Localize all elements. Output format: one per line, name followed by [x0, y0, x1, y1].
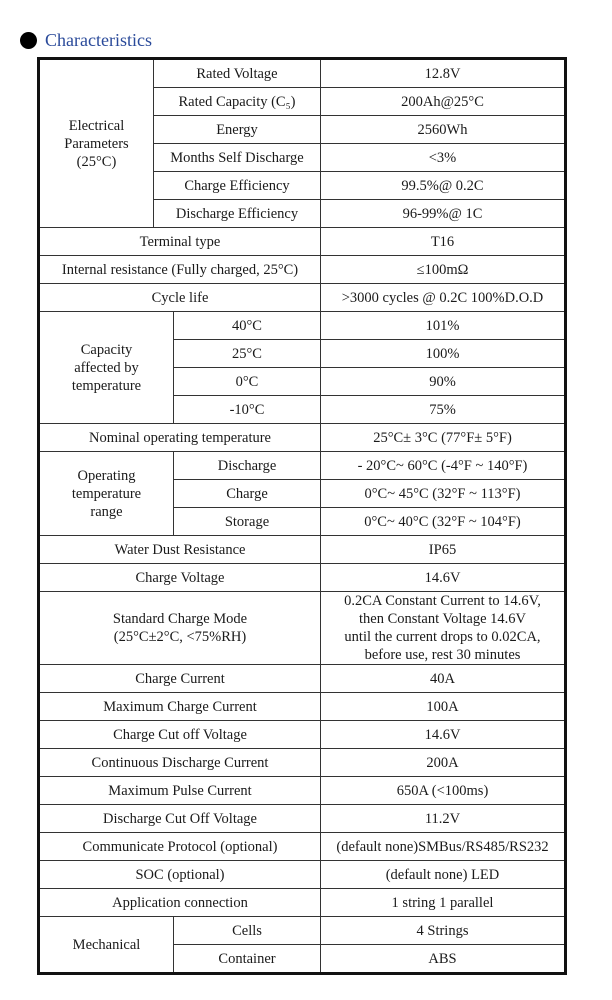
parameter-label: Months Self Discharge: [154, 144, 321, 172]
table-row: [39, 564, 566, 592]
parameter-label: Rated Voltage: [154, 59, 321, 88]
parameter-label: Storage: [174, 508, 321, 536]
parameter-label: Water Dust Resistance: [39, 536, 321, 564]
table-row: [39, 777, 566, 805]
table-row: [39, 861, 566, 889]
parameter-value: 40A: [321, 665, 566, 693]
table-row: [39, 665, 566, 693]
parameter-label: Maximum Pulse Current: [39, 777, 321, 805]
parameter-label: Application connection: [39, 889, 321, 917]
table-row: [39, 805, 566, 833]
parameter-value: (default none)SMBus/RS485/RS232: [321, 833, 566, 861]
parameter-label: Discharge Cut Off Voltage: [39, 805, 321, 833]
section-heading: [20, 30, 152, 51]
parameter-label: Charge Voltage: [39, 564, 321, 592]
parameter-value: 2560Wh: [321, 116, 566, 144]
parameter-label: Charge: [174, 480, 321, 508]
parameter-label: -10°C: [174, 396, 321, 424]
parameter-value: - 20°C~ 60°C (-4°F ~ 140°F): [321, 452, 566, 480]
parameter-value: 100A: [321, 693, 566, 721]
group-label: Electrical Parameters (25°C): [39, 59, 154, 228]
parameter-label: Charge Current: [39, 665, 321, 693]
table-row: [39, 749, 566, 777]
parameter-value: 14.6V: [321, 564, 566, 592]
parameter-value: 0.2CA Constant Current to 14.6V, then Constant Voltage 14.6V until the current drops to 0.02CA, before use, rest 30 minutes: [321, 592, 566, 665]
parameter-value: 1 string 1 parallel: [321, 889, 566, 917]
parameter-label: Standard Charge Mode (25°C±2°C, <75%RH): [39, 592, 321, 665]
table-row: [39, 536, 566, 564]
parameter-value: 650A (<100ms): [321, 777, 566, 805]
parameter-value: 12.8V: [321, 59, 566, 88]
parameter-value: ABS: [321, 945, 566, 974]
table-row: [39, 424, 566, 452]
table-row: [39, 452, 566, 480]
group-label: Operating temperature range: [39, 452, 174, 536]
parameter-label: Container: [174, 945, 321, 974]
parameter-value: 100%: [321, 340, 566, 368]
table-row: [39, 228, 566, 256]
parameter-label: 25°C: [174, 340, 321, 368]
parameter-label: Communicate Protocol (optional): [39, 833, 321, 861]
parameter-label: Charge Cut off Voltage: [39, 721, 321, 749]
parameter-value: 0°C~ 40°C (32°F ~ 104°F): [321, 508, 566, 536]
parameter-label: Discharge: [174, 452, 321, 480]
table-row: [39, 833, 566, 861]
parameter-value: IP65: [321, 536, 566, 564]
parameter-label: Maximum Charge Current: [39, 693, 321, 721]
characteristics-table: [37, 57, 567, 975]
parameter-value: 99.5%@ 0.2C: [321, 172, 566, 200]
table-row: [39, 312, 566, 340]
parameter-label: Charge Efficiency: [154, 172, 321, 200]
parameter-value: 200Ah@25°C: [321, 88, 566, 116]
parameter-value: 25°C± 3°C (77°F± 5°F): [321, 424, 566, 452]
parameter-value: (default none) LED: [321, 861, 566, 889]
parameter-value: 0°C~ 45°C (32°F ~ 113°F): [321, 480, 566, 508]
parameter-label: Rated Capacity (C₅): [154, 88, 321, 116]
parameter-value: >3000 cycles @ 0.2C 100%D.O.D: [321, 284, 566, 312]
table-row: [39, 592, 566, 665]
parameter-label: Terminal type: [39, 228, 321, 256]
parameter-label: Cells: [174, 917, 321, 945]
group-label: Capacity affected by temperature: [39, 312, 174, 424]
parameter-value: 101%: [321, 312, 566, 340]
parameter-value: <3%: [321, 144, 566, 172]
table-row: [39, 917, 566, 945]
table-row: [39, 256, 566, 284]
parameter-label: Cycle life: [39, 284, 321, 312]
group-label: Mechanical: [39, 917, 174, 974]
table-row: [39, 889, 566, 917]
parameter-label: 0°C: [174, 368, 321, 396]
parameter-value: 75%: [321, 396, 566, 424]
section-title: Characteristics: [45, 30, 152, 50]
parameter-value: T16: [321, 228, 566, 256]
parameter-label: Nominal operating temperature: [39, 424, 321, 452]
parameter-label: SOC (optional): [39, 861, 321, 889]
parameter-label: Energy: [154, 116, 321, 144]
bullet-icon: [20, 32, 37, 49]
parameter-value: 14.6V: [321, 721, 566, 749]
parameter-value: 200A: [321, 749, 566, 777]
parameter-label: 40°C: [174, 312, 321, 340]
parameter-value: 96-99%@ 1C: [321, 200, 566, 228]
parameter-value: 4 Strings: [321, 917, 566, 945]
parameter-value: ≤100mΩ: [321, 256, 566, 284]
table-row: [39, 59, 566, 88]
table-row: [39, 721, 566, 749]
table-row: [39, 693, 566, 721]
parameter-value: 90%: [321, 368, 566, 396]
table-row: [39, 284, 566, 312]
parameter-value: 11.2V: [321, 805, 566, 833]
parameter-label: Continuous Discharge Current: [39, 749, 321, 777]
parameter-label: Internal resistance (Fully charged, 25°C): [39, 256, 321, 284]
parameter-label: Discharge Efficiency: [154, 200, 321, 228]
